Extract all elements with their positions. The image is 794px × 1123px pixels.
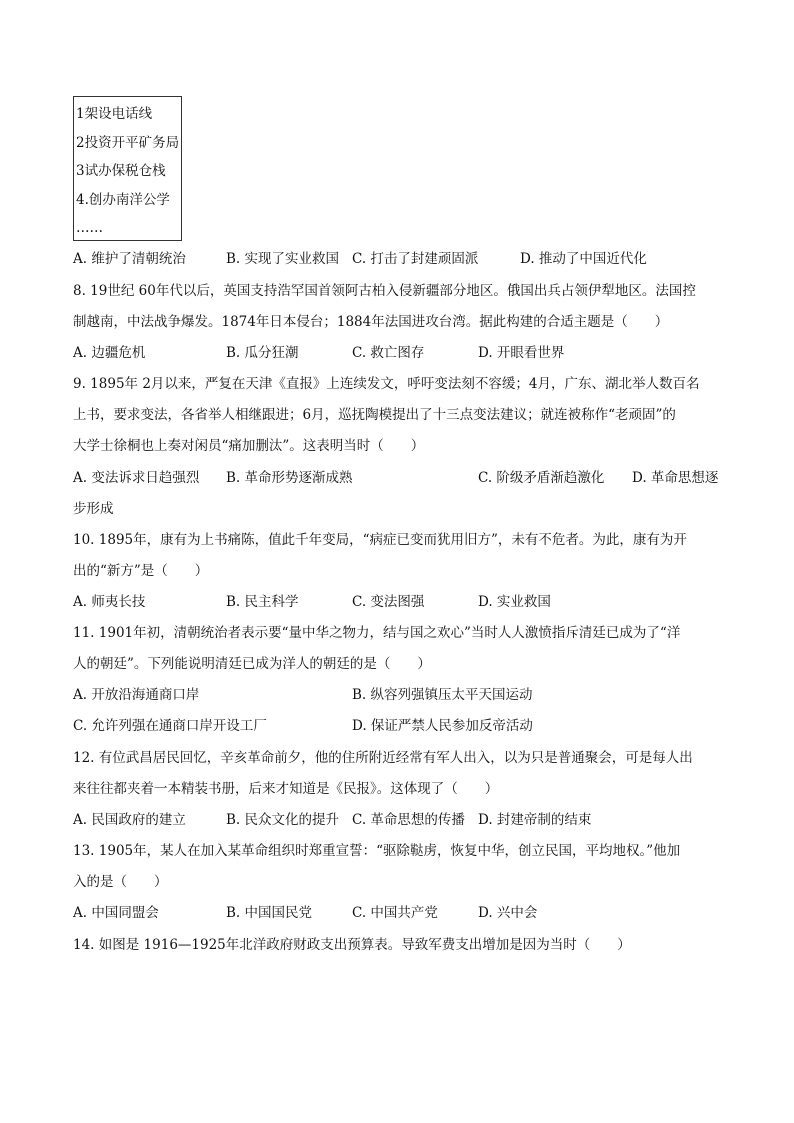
q10-option-b: B. 民主科学: [226, 594, 299, 610]
q9-option-a: A. 变法诉求日趋强烈: [73, 470, 200, 486]
q13-option-d: D. 兴中会: [478, 905, 538, 921]
q10-option-a: A. 师夷长技: [73, 594, 146, 610]
q8-option-b: B. 瓜分狂潮: [226, 345, 299, 361]
q7-option-a: A. 维护了清朝统治: [73, 251, 186, 267]
q10-stem-line-2: 出的“新方”是（ ）: [73, 563, 209, 579]
q13-option-b: B. 中国国民党: [226, 905, 313, 921]
q7-option-d: D. 推动了中国近代化: [520, 251, 647, 267]
q8-stem-line-2: 制越南，中法战争爆发。1874年日本侵台；1884年法国进攻台湾。据此构建的合适主题是（ ）: [73, 314, 669, 330]
reference-box: [73, 96, 182, 241]
q12-stem-line-2: 来往往都夹着一本精装书册，后来才知道是《民报》。这体现了（ ）: [73, 781, 499, 797]
q12-option-b: B. 民众文化的提升: [226, 812, 340, 828]
q9-stem-line-2: 上书，要求变法，各省举人相继跟进；6月，巡抚陶模提出了十三点变法建议；就连被称作“老顽固”的: [73, 407, 676, 423]
q11-option-d: D. 保证严禁人民参加反帝活动: [352, 718, 533, 734]
q13-stem-line-1: 13. 1905年，某人在加入某革命组织时郑重宣誓：“驱除鞑虏，恢复中华，创立民国，平均地权。”他加: [73, 843, 681, 859]
q12-option-a: A. 民国政府的建立: [73, 812, 186, 828]
q11-stem-line-2: 人的朝廷”。下列能说明清廷已成为洋人的朝廷的是（ ）: [73, 656, 431, 672]
q8-option-a: A. 边疆危机: [73, 345, 146, 361]
q13-stem-line-2: 入的是（ ）: [73, 874, 168, 890]
q14-stem-line-1: 14. 如图是 1916—1925年北洋政府财政支出预算表。导致军费支出增加是因为当时（ ）: [73, 937, 631, 953]
box-item: 2投资开平矿务局: [76, 134, 180, 151]
q8-option-d: D. 开眼看世界: [478, 345, 565, 361]
box-item: 4.创办南洋公学: [76, 191, 170, 208]
q12-stem-line-1: 12. 有位武昌居民回忆，辛亥革命前夕，他的住所附近经常有军人出入，以为只是普通聚会，可是每人出: [73, 750, 693, 766]
q9-stem-line-1: 9. 1895年 2月以来，严复在天津《直报》上连续发文，呼吁变法刻不容缓；4月，广东、湖北举人数百名: [73, 376, 700, 392]
q7-option-c: C. 打击了封建顽固派: [352, 251, 479, 267]
box-item: ……: [76, 220, 103, 236]
q11-option-a: A. 开放沿海通商口岸: [73, 687, 200, 703]
q13-option-a: A. 中国同盟会: [73, 905, 159, 921]
q9-option-d-wrap: 步形成: [73, 501, 114, 517]
q10-option-d: D. 实业救国: [478, 594, 551, 610]
q9-option-b: B. 革命形势逐渐成熟: [226, 470, 353, 486]
q7-option-b: B. 实现了实业救国: [226, 251, 340, 267]
q12-option-c: C. 革命思想的传播: [352, 812, 465, 828]
q11-option-b: B. 纵容列强镇压太平天国运动: [352, 687, 533, 703]
q10-stem-line-1: 10. 1895年，康有为上书痛陈，值此千年变局，“病症已变而犹用旧方”，未有不危者。为此，康有为开: [73, 532, 687, 548]
q9-stem-line-3: 大学士徐桐也上奏对闲员“痛加删汰”。这表明当时（ ）: [73, 438, 425, 454]
q8-stem-line-1: 8. 19世纪 60年代以后，英国支持浩罕国首领阿古柏入侵新疆部分地区。俄国出兵占领伊犁地区。法国控: [73, 283, 696, 299]
q11-option-c: C. 允许列强在通商口岸开设工厂: [73, 718, 267, 734]
q8-option-c: C. 救亡图存: [352, 345, 425, 361]
box-item: 1架设电话线: [76, 106, 153, 122]
q9-option-c: C. 阶级矛盾渐趋激化: [478, 470, 605, 486]
q13-option-c: C. 中国共产党: [352, 905, 438, 921]
q9-option-d: D. 革命思想逐: [632, 470, 719, 486]
box-item: 3试办保税仓栈: [76, 163, 166, 179]
q12-option-d: D. 封建帝制的结束: [478, 812, 592, 828]
q11-stem-line-1: 11. 1901年初，清朝统治者表示要“量中华之物力，结与国之欢心”当时人人激愤指斥清廷已成为了“洋: [73, 625, 681, 641]
q10-option-c: C. 变法图强: [352, 594, 425, 610]
